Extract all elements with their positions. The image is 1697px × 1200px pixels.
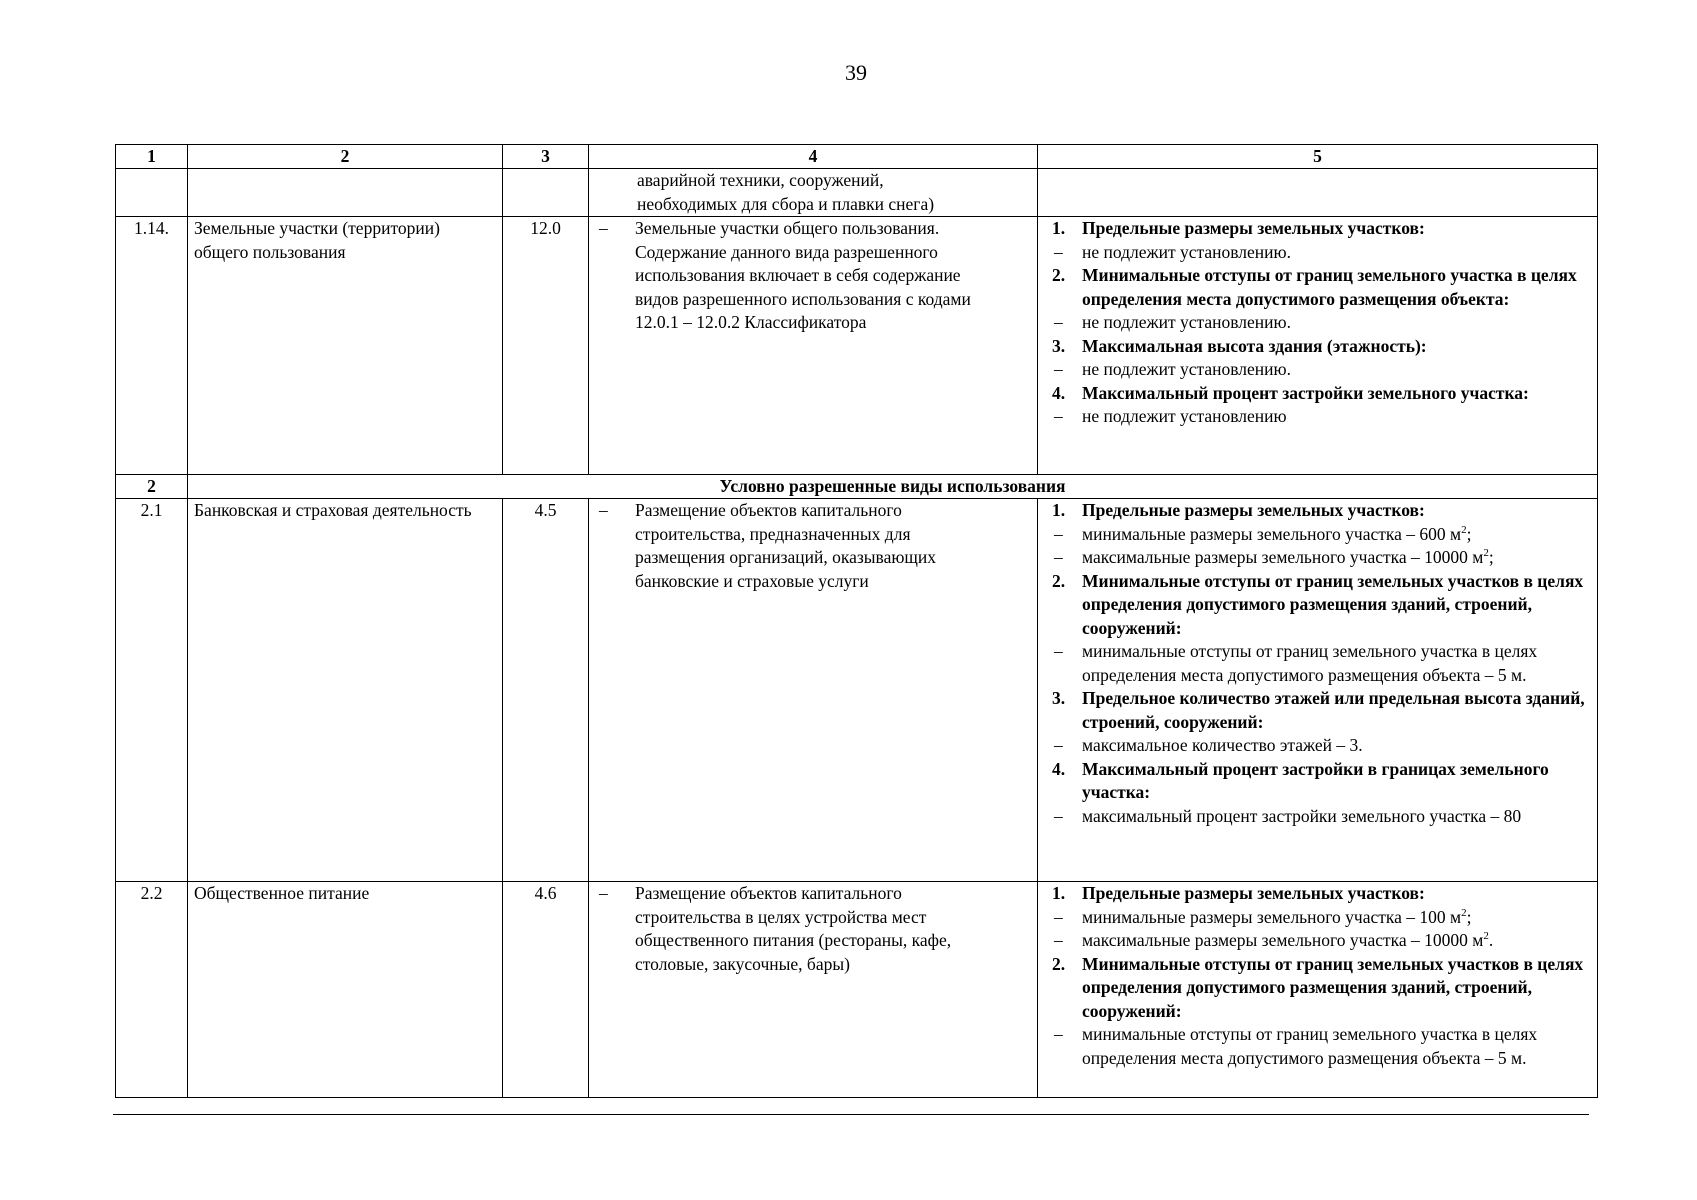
parameter-heading: 3. Предельное количество этажей или предельная высота зданий, строений, сооружений: bbox=[1052, 688, 1585, 732]
dash-bullet: – bbox=[599, 218, 608, 238]
table-row bbox=[116, 499, 1598, 882]
parameter-heading: 2. Минимальные отступы от границ земельных участков в целях определения допустимого размещения зданий, строений, сооружений: bbox=[1052, 570, 1584, 638]
text-line: 12.0.1 – 12.0.2 Классификатора bbox=[635, 312, 867, 332]
parameter-value: – не подлежит установлению. bbox=[1054, 241, 1291, 262]
column-header: 4 bbox=[589, 145, 1038, 169]
parameter-value: – минимальные отступы от границ земельного участка в целях определения места допустимого размещения объекта – 5 м. bbox=[1054, 1024, 1538, 1068]
cell bbox=[1038, 169, 1598, 217]
cell-description bbox=[589, 169, 1038, 217]
section-number: 2 bbox=[116, 475, 188, 499]
cell-description bbox=[589, 217, 1038, 475]
text-line: аварийной техники, сооружений, bbox=[637, 170, 884, 190]
text-line: Содержание данного вида разрешенного bbox=[635, 241, 938, 262]
row-number: 2.2 bbox=[116, 882, 188, 1098]
parameter-heading: 3. Максимальная высота здания (этажность): bbox=[1052, 335, 1427, 356]
text-line: Размещение объектов капитального bbox=[635, 500, 902, 520]
use-type-name: Земельные участки (территории) общего пользования bbox=[188, 217, 503, 475]
parameter-heading: 1. Предельные размеры земельных участков: bbox=[1052, 500, 1425, 520]
parameter-value: – максимальные размеры земельного участка – 10000 $м^2$. bbox=[1054, 930, 1494, 950]
table-row bbox=[116, 882, 1598, 1098]
column-header: 1 bbox=[116, 145, 188, 169]
cell bbox=[188, 169, 503, 217]
section-title: Условно разрешенные виды использования bbox=[188, 475, 1598, 499]
parameter-value: – максимальный процент застройки земельного участка – 80 bbox=[1054, 805, 1522, 826]
page-number: 39 bbox=[845, 60, 867, 85]
cell-parameters bbox=[1038, 217, 1598, 475]
cell-description bbox=[589, 882, 1038, 1098]
text-line: Земельные участки общего пользования. bbox=[635, 218, 940, 238]
parameter-value: – не подлежит установлению. bbox=[1054, 359, 1291, 379]
parameter-heading: 4. Максимальный процент застройки земельного участка: bbox=[1052, 382, 1529, 403]
regulations-table bbox=[115, 144, 1598, 1098]
row-number: 1.14. bbox=[116, 217, 188, 475]
use-type-name: Общественное питание bbox=[188, 882, 503, 1098]
parameter-value: – максимальные размеры земельного участка – 10000 $м^2$; bbox=[1054, 547, 1494, 567]
parameter-heading: 2. Минимальные отступы от границ земельного участка в целях определения места допустимого размещения объекта: bbox=[1052, 265, 1577, 309]
footer-rule bbox=[113, 1114, 1589, 1115]
text-line: банковские и страховые услуги bbox=[635, 570, 869, 591]
parameter-value: – не подлежит установлению bbox=[1054, 406, 1287, 426]
dash-bullet: – bbox=[599, 500, 608, 520]
parameter-heading: 1. Предельные размеры земельных участков: bbox=[1052, 218, 1425, 238]
dash-bullet: – bbox=[599, 883, 608, 903]
text-line: Размещение объектов капитального bbox=[635, 883, 902, 903]
parameter-value: – минимальные отступы от границ земельного участка в целях определения места допустимого размещения объекта – 5 м. bbox=[1054, 641, 1538, 685]
cell bbox=[116, 169, 188, 217]
text-line: общественного питания (рестораны, кафе, bbox=[635, 930, 952, 950]
cell-description bbox=[589, 499, 1038, 882]
cell bbox=[503, 169, 589, 217]
parameter-value: – минимальные размеры земельного участка – 600 $м^2$; bbox=[1054, 523, 1472, 544]
table-row bbox=[116, 169, 1598, 217]
parameter-heading: 4. Максимальный процент застройки в границах земельного участка: bbox=[1052, 758, 1549, 802]
parameter-value: – максимальное количество этажей – 3. bbox=[1054, 735, 1363, 755]
table-row bbox=[116, 217, 1598, 475]
classifier-code: 4.5 bbox=[503, 499, 589, 882]
column-header: 2 bbox=[188, 145, 503, 169]
row-number: 2.1 bbox=[116, 499, 188, 882]
parameter-heading: 1. Предельные размеры земельных участков: bbox=[1052, 883, 1425, 903]
text-line: строительства, предназначенных для bbox=[635, 523, 911, 544]
parameter-heading: 2. Минимальные отступы от границ земельных участков в целях определения допустимого размещения зданий, строений, сооружений: bbox=[1052, 953, 1584, 1021]
parameter-value: – не подлежит установлению. bbox=[1054, 312, 1291, 332]
parameter-value: – минимальные размеры земельного участка – 100 $м^2$; bbox=[1054, 906, 1472, 927]
classifier-code: 12.0 bbox=[503, 217, 589, 475]
classifier-code: 4.6 bbox=[503, 882, 589, 1098]
use-type-name: Банковская и страховая деятельность bbox=[188, 499, 503, 882]
text-line: использования включает в себя содержание bbox=[635, 265, 961, 285]
text-line: необходимых для сбора и плавки снега) bbox=[637, 193, 935, 214]
cell-parameters bbox=[1038, 882, 1598, 1098]
column-header: 3 bbox=[503, 145, 589, 169]
cell-parameters bbox=[1038, 499, 1598, 882]
table-header-row bbox=[116, 145, 1598, 169]
text-line: видов разрешенного использования с кодами bbox=[635, 288, 971, 309]
column-header: 5 bbox=[1038, 145, 1598, 169]
text-line: строительства в целях устройства мест bbox=[635, 906, 927, 927]
text-line: столовые, закусочные, бары) bbox=[635, 953, 850, 974]
text-line: размещения организаций, оказывающих bbox=[635, 547, 937, 567]
section-row bbox=[116, 475, 1598, 499]
